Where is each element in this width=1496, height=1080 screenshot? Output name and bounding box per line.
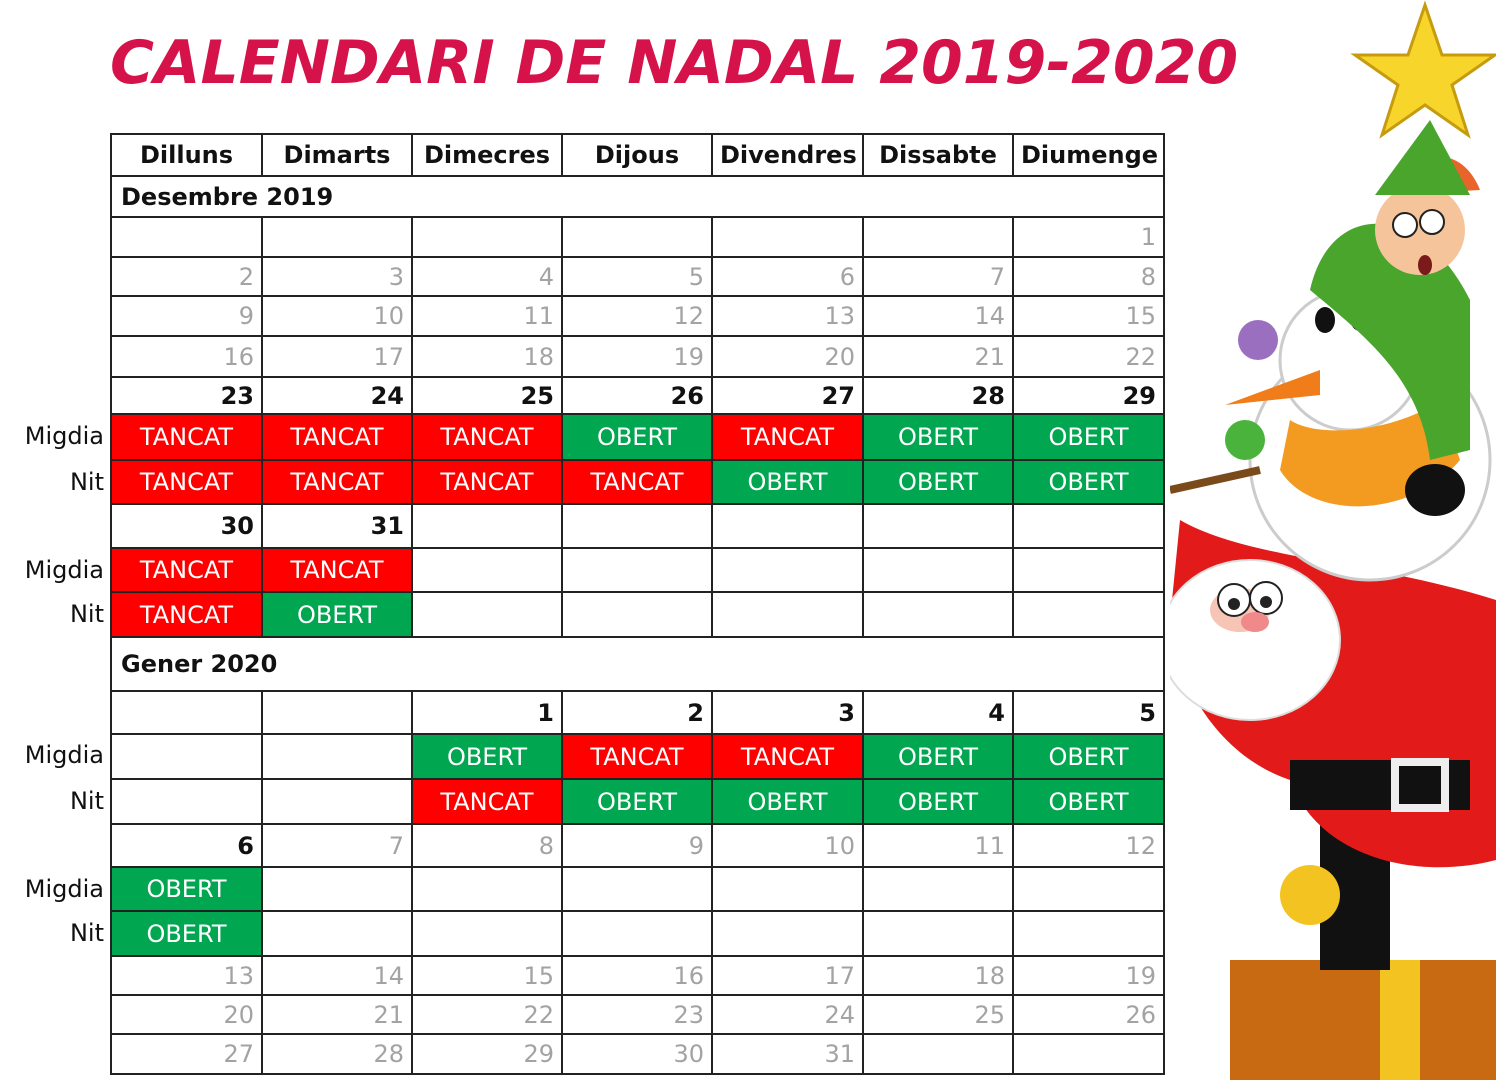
- weekday-header: Dilluns: [111, 134, 262, 176]
- day-number-cell[interactable]: 14: [863, 296, 1013, 336]
- empty-cell[interactable]: [863, 548, 1013, 592]
- page-title: CALENDARI DE NADAL 2019-2020: [110, 28, 1239, 98]
- day-number-cell[interactable]: 26: [562, 377, 712, 414]
- day-number-cell[interactable]: 31: [712, 1034, 863, 1074]
- month-title: Gener 2020: [111, 637, 1164, 691]
- status-cell-closed[interactable]: TANCAT: [262, 414, 412, 460]
- day-number-cell[interactable]: 12: [562, 296, 712, 336]
- day-number-cell[interactable]: 2: [111, 257, 262, 296]
- calendar-table: [110, 133, 1165, 1075]
- day-number-cell[interactable]: 19: [1013, 956, 1164, 995]
- table-row: [111, 504, 1164, 548]
- day-number-cell[interactable]: 12: [1013, 824, 1164, 867]
- day-number-cell[interactable]: 27: [111, 1034, 262, 1074]
- gift-box-icon: [1230, 960, 1496, 1080]
- day-number-cell[interactable]: 20: [712, 336, 863, 377]
- day-number-cell[interactable]: [111, 217, 262, 257]
- table-row: [111, 995, 1164, 1034]
- month-title: Desembre 2019: [111, 176, 1164, 217]
- day-number-cell[interactable]: 7: [863, 257, 1013, 296]
- weekday-header: Divendres: [712, 134, 863, 176]
- status-cell-open[interactable]: OBERT: [1013, 460, 1164, 504]
- table-row: [111, 911, 1164, 956]
- gift-ribbon: [1380, 960, 1420, 1080]
- empty-cell[interactable]: [562, 548, 712, 592]
- status-cell-closed[interactable]: TANCAT: [111, 592, 262, 637]
- day-number-cell[interactable]: 25: [412, 377, 562, 414]
- slot-label-night: Nit: [69, 600, 104, 628]
- empty-cell[interactable]: [1013, 911, 1164, 956]
- status-cell-closed[interactable]: TANCAT: [412, 779, 562, 824]
- empty-cell[interactable]: [412, 867, 562, 911]
- day-number-cell[interactable]: [412, 217, 562, 257]
- empty-cell[interactable]: [863, 911, 1013, 956]
- ornament-icon: [1238, 320, 1278, 360]
- day-number-cell[interactable]: 6: [712, 257, 863, 296]
- day-number-cell[interactable]: [712, 217, 863, 257]
- day-number-cell[interactable]: 16: [111, 336, 262, 377]
- day-number-cell[interactable]: [1013, 504, 1164, 548]
- table-row: [111, 296, 1164, 336]
- day-number-cell[interactable]: [863, 217, 1013, 257]
- empty-cell[interactable]: [262, 734, 412, 779]
- slot-label-midday: Migdia: [24, 556, 104, 584]
- day-number-cell[interactable]: 30: [562, 1034, 712, 1074]
- empty-cell[interactable]: [562, 592, 712, 637]
- day-number-cell[interactable]: [262, 217, 412, 257]
- day-number-cell[interactable]: 8: [1013, 257, 1164, 296]
- day-number-cell[interactable]: 29: [1013, 377, 1164, 414]
- day-number-cell[interactable]: 10: [262, 296, 412, 336]
- weekday-header: Dimarts: [262, 134, 412, 176]
- day-number-cell[interactable]: 1: [412, 691, 562, 734]
- day-number-cell[interactable]: 28: [262, 1034, 412, 1074]
- status-cell-closed[interactable]: TANCAT: [111, 548, 262, 592]
- empty-cell[interactable]: [562, 911, 712, 956]
- status-cell-open[interactable]: OBERT: [863, 734, 1013, 779]
- table-row: [111, 336, 1164, 377]
- day-number-cell[interactable]: 3: [262, 257, 412, 296]
- status-cell-closed[interactable]: TANCAT: [412, 460, 562, 504]
- status-cell-open[interactable]: OBERT: [863, 779, 1013, 824]
- day-number-cell[interactable]: 26: [1013, 995, 1164, 1034]
- empty-cell[interactable]: [863, 592, 1013, 637]
- slot-label-night: Nit: [69, 787, 104, 815]
- day-number-cell[interactable]: 16: [562, 956, 712, 995]
- empty-cell[interactable]: [1013, 867, 1164, 911]
- day-number-cell[interactable]: 13: [712, 296, 863, 336]
- day-number-cell[interactable]: [262, 691, 412, 734]
- day-number-cell[interactable]: [111, 691, 262, 734]
- empty-cell[interactable]: [412, 911, 562, 956]
- day-number-cell[interactable]: 19: [562, 336, 712, 377]
- day-number-cell[interactable]: 4: [863, 691, 1013, 734]
- empty-cell[interactable]: [1013, 548, 1164, 592]
- day-number-cell[interactable]: 18: [412, 336, 562, 377]
- day-number-cell[interactable]: 10: [712, 824, 863, 867]
- status-cell-open[interactable]: OBERT: [262, 592, 412, 637]
- table-row: [111, 824, 1164, 867]
- day-number-cell[interactable]: 18: [863, 956, 1013, 995]
- empty-cell[interactable]: [111, 734, 262, 779]
- day-number-cell[interactable]: 5: [1013, 691, 1164, 734]
- day-number-cell[interactable]: 7: [262, 824, 412, 867]
- day-number-cell[interactable]: 28: [863, 377, 1013, 414]
- day-number-cell[interactable]: 15: [1013, 296, 1164, 336]
- slot-label-midday: Migdia: [24, 875, 104, 903]
- empty-cell[interactable]: [562, 867, 712, 911]
- table-row: [111, 217, 1164, 257]
- day-number-cell[interactable]: 11: [863, 824, 1013, 867]
- table-row: [111, 414, 1164, 460]
- day-number-cell[interactable]: 8: [412, 824, 562, 867]
- day-number-cell[interactable]: 22: [1013, 336, 1164, 377]
- status-cell-open[interactable]: OBERT: [1013, 734, 1164, 779]
- table-row: [111, 637, 1164, 691]
- status-cell-open[interactable]: OBERT: [712, 460, 863, 504]
- status-cell-open[interactable]: OBERT: [863, 414, 1013, 460]
- status-cell-open[interactable]: OBERT: [111, 911, 262, 956]
- day-number-cell[interactable]: 21: [863, 336, 1013, 377]
- status-cell-closed[interactable]: TANCAT: [562, 460, 712, 504]
- day-number-cell[interactable]: 22: [412, 995, 562, 1034]
- day-number-cell[interactable]: 9: [111, 296, 262, 336]
- day-number-cell[interactable]: 14: [262, 956, 412, 995]
- weekday-header: Dissabte: [863, 134, 1013, 176]
- slot-label-night: Nit: [69, 468, 104, 496]
- day-number-cell[interactable]: 17: [262, 336, 412, 377]
- empty-cell[interactable]: [712, 592, 863, 637]
- slot-label-midday: Migdia: [24, 422, 104, 450]
- table-row: [111, 460, 1164, 504]
- table-row: [111, 867, 1164, 911]
- day-number-cell[interactable]: 30: [111, 504, 262, 548]
- day-number-cell[interactable]: [863, 504, 1013, 548]
- weekday-header: Diumenge: [1013, 134, 1164, 176]
- day-number-cell[interactable]: 15: [412, 956, 562, 995]
- status-cell-closed[interactable]: TANCAT: [712, 734, 863, 779]
- empty-cell[interactable]: [712, 867, 863, 911]
- table-row: [111, 257, 1164, 296]
- day-number-cell[interactable]: 23: [562, 995, 712, 1034]
- day-number-cell[interactable]: [562, 504, 712, 548]
- ornament-icon: [1225, 420, 1265, 460]
- day-number-cell[interactable]: 21: [262, 995, 412, 1034]
- star-icon: [1355, 5, 1495, 135]
- day-number-cell[interactable]: [712, 504, 863, 548]
- day-number-cell[interactable]: 4: [412, 257, 562, 296]
- slot-label-night: Nit: [69, 919, 104, 947]
- day-number-cell[interactable]: 24: [712, 995, 863, 1034]
- day-number-cell[interactable]: [562, 217, 712, 257]
- table-row: [111, 956, 1164, 995]
- table-row: [111, 779, 1164, 824]
- table-row: [111, 176, 1164, 217]
- status-cell-open[interactable]: OBERT: [712, 779, 863, 824]
- status-cell-closed[interactable]: TANCAT: [412, 414, 562, 460]
- day-number-cell[interactable]: 27: [712, 377, 863, 414]
- day-number-cell[interactable]: 3: [712, 691, 863, 734]
- empty-cell[interactable]: [111, 779, 262, 824]
- day-number-cell[interactable]: 13: [111, 956, 262, 995]
- day-number-cell[interactable]: [863, 1034, 1013, 1074]
- day-number-cell[interactable]: 25: [863, 995, 1013, 1034]
- day-number-cell[interactable]: 6: [111, 824, 262, 867]
- day-number-cell[interactable]: 11: [412, 296, 562, 336]
- status-cell-closed[interactable]: TANCAT: [712, 414, 863, 460]
- day-number-cell[interactable]: 1: [1013, 217, 1164, 257]
- empty-cell[interactable]: [262, 867, 412, 911]
- day-number-cell[interactable]: 20: [111, 995, 262, 1034]
- christmas-decoration: [1170, 0, 1496, 1080]
- empty-cell[interactable]: [712, 911, 863, 956]
- empty-cell[interactable]: [262, 911, 412, 956]
- table-row: [111, 1034, 1164, 1074]
- day-number-cell[interactable]: 31: [262, 504, 412, 548]
- status-cell-open[interactable]: OBERT: [111, 867, 262, 911]
- day-number-cell[interactable]: 29: [412, 1034, 562, 1074]
- status-cell-open[interactable]: OBERT: [562, 779, 712, 824]
- ornament-icon: [1280, 865, 1340, 925]
- status-cell-open[interactable]: OBERT: [1013, 414, 1164, 460]
- status-cell-closed[interactable]: TANCAT: [262, 548, 412, 592]
- table-row: [111, 134, 1164, 176]
- empty-cell[interactable]: [863, 867, 1013, 911]
- table-row: [111, 592, 1164, 637]
- day-number-cell[interactable]: 24: [262, 377, 412, 414]
- day-number-cell[interactable]: 23: [111, 377, 262, 414]
- empty-cell[interactable]: [412, 548, 562, 592]
- day-number-cell[interactable]: 5: [562, 257, 712, 296]
- status-cell-closed[interactable]: TANCAT: [111, 460, 262, 504]
- status-cell-closed[interactable]: TANCAT: [111, 414, 262, 460]
- table-row: [111, 548, 1164, 592]
- weekday-header: Dimecres: [412, 134, 562, 176]
- status-cell-closed[interactable]: TANCAT: [262, 460, 412, 504]
- table-row: [111, 377, 1164, 414]
- empty-cell[interactable]: [262, 779, 412, 824]
- table-row: [111, 691, 1164, 734]
- day-number-cell[interactable]: [1013, 1034, 1164, 1074]
- slot-label-midday: Migdia: [24, 741, 104, 769]
- day-number-cell[interactable]: 17: [712, 956, 863, 995]
- status-cell-open[interactable]: OBERT: [1013, 779, 1164, 824]
- weekday-header: Dijous: [562, 134, 712, 176]
- status-cell-open[interactable]: OBERT: [412, 734, 562, 779]
- empty-cell[interactable]: [712, 548, 863, 592]
- status-cell-closed[interactable]: TANCAT: [562, 734, 712, 779]
- day-number-cell[interactable]: 2: [562, 691, 712, 734]
- day-number-cell[interactable]: [412, 504, 562, 548]
- table-row: [111, 734, 1164, 779]
- status-cell-open[interactable]: OBERT: [863, 460, 1013, 504]
- empty-cell[interactable]: [412, 592, 562, 637]
- day-number-cell[interactable]: 9: [562, 824, 712, 867]
- status-cell-open[interactable]: OBERT: [562, 414, 712, 460]
- empty-cell[interactable]: [1013, 592, 1164, 637]
